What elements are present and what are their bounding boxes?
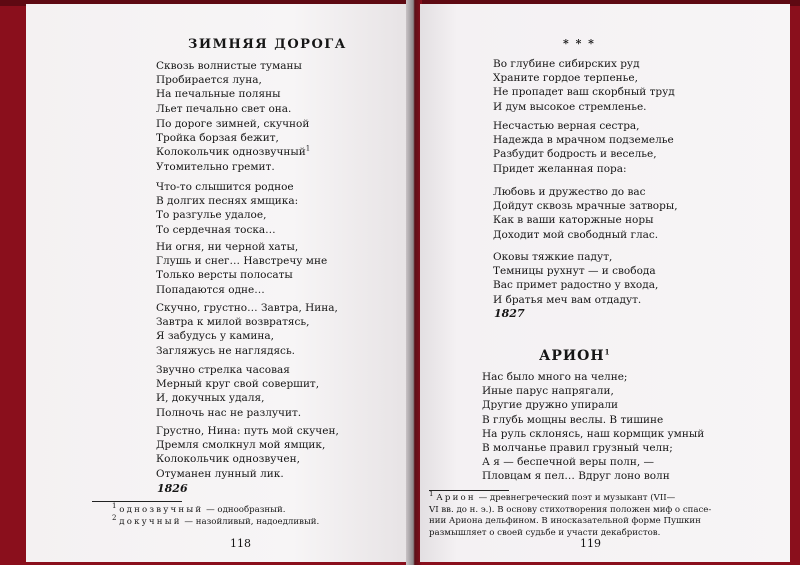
- verse-line: И братья меч вам отдадут.: [493, 293, 642, 306]
- verse-line: Пробирается луна,: [156, 74, 262, 87]
- stanza-3: [493, 185, 678, 242]
- footnote-mark: 1: [305, 144, 311, 153]
- verse-line: Полночь нас не разлучит.: [156, 406, 302, 419]
- page-number: 119: [580, 537, 601, 550]
- section-separator: * * *: [563, 37, 596, 50]
- verse-line: Нас было много на челне;: [482, 371, 628, 383]
- verse-line: Я забудусь у камина,: [156, 330, 274, 343]
- verse-line: Разбудит бодрость и веселье,: [493, 148, 657, 161]
- verse-line: Оковы тяжкие падут,: [493, 251, 613, 263]
- stanza-3: [156, 180, 298, 237]
- verse-line: Что-то слышится родное: [156, 181, 294, 193]
- verse-line: Колокольчик однозвучен,: [156, 453, 300, 466]
- left-page: [26, 4, 408, 562]
- verse-line: Любовь и дружество до вас: [493, 186, 646, 198]
- poem-title-arion: АРИОН$^1$: [539, 347, 611, 364]
- verse-line: Дремля смолкнул мой ямщик,: [156, 439, 326, 452]
- footnote-1: $^1$ однозвучный — однообразный.: [112, 502, 286, 515]
- verse-line: А я — беспечной веры полн, —: [482, 456, 655, 469]
- verse-line: То разгулье удалое,: [156, 209, 267, 222]
- verse-line: И дум высокое стремленье.: [493, 100, 647, 113]
- verse-line: Придет желанная пора:: [493, 162, 627, 175]
- verse-line: Сквозь волнистые туманы: [156, 60, 302, 72]
- verse-line: Дойдут сквозь мрачные затворы,: [493, 200, 678, 213]
- verse-line: По дороге зимней, скучной: [156, 118, 310, 130]
- stanza-4: [493, 250, 658, 307]
- footnote-rule: [429, 490, 509, 491]
- verse-line: Иные парус напрягали,: [482, 385, 614, 398]
- stanza-1: [493, 57, 675, 114]
- verse-line: Ни огня, ни черной хаты,: [156, 241, 299, 253]
- verse-line: Надежда в мрачном подземелье: [493, 134, 674, 147]
- arion-verse: [482, 370, 704, 484]
- verse-line: В молчанье правил грузный челн;: [482, 442, 673, 455]
- verse-line: В долгих песнях ямщика:: [156, 195, 299, 208]
- verse-line: Не пропадет ваш скорбный труд: [493, 86, 675, 99]
- footnote-mark: 1: [604, 347, 611, 357]
- verse-line: И, докучных удаля,: [156, 392, 265, 405]
- page-number: 118: [230, 537, 251, 550]
- verse-line: На печальные поляны: [156, 88, 281, 101]
- verse-line: Загляжусь не наглядясь.: [156, 344, 295, 357]
- stanza-7: [156, 424, 339, 481]
- verse-line: В глубь мощны веслы. В тишине: [482, 413, 664, 426]
- footnote-arion: $^1$ Арион — древнегреческий поэт и музыкант (VII— VI вв. до н. э.). В основу стихотворения положен миф о спасе- нии Ариона дельфином. В иносказательной форме Пушкин размышляет о своей судьбе и участи декабристов.: [429, 490, 712, 538]
- stanza-1: [156, 59, 302, 116]
- verse-line: Колокольчик однозвучный$^1$: [156, 144, 311, 159]
- verse-line: Скучно, грустно… Завтра, Нина,: [156, 302, 338, 314]
- verse-line: На руль склонясь, наш кормщик умный: [482, 427, 705, 440]
- stanza-2: [493, 119, 674, 176]
- verse-line: Попадаются одне…: [156, 283, 265, 296]
- verse-line: Мерный круг свой совершит,: [156, 378, 320, 391]
- verse-line: Тройка борзая бежит,: [156, 132, 279, 145]
- verse-line: Льет печально свет она.: [156, 102, 292, 115]
- poem-year: 1826: [157, 482, 188, 495]
- verse-line: То сердечная тоска…: [156, 223, 276, 236]
- verse-line: Утомительно гремит.: [156, 160, 275, 173]
- verse-line: Грустно, Нина: путь мой скучен,: [156, 425, 339, 437]
- right-page: [420, 4, 790, 562]
- stanza-2: [156, 117, 310, 174]
- verse-line: Пловцам я пел… Вдруг лоно волн: [482, 470, 670, 483]
- footnote-rule: [92, 501, 182, 502]
- verse-line: Отуманен лунный лик.: [156, 467, 284, 480]
- verse-line: Другие дружно упирали: [482, 399, 618, 412]
- verse-line: Только версты полосаты: [156, 269, 293, 282]
- verse-line: Звучно стрелка часовая: [156, 364, 290, 376]
- verse-line: Во глубине сибирских руд: [493, 58, 640, 70]
- verse-line: Как в ваши каторжные норы: [493, 214, 654, 227]
- poem-year: 1827: [494, 307, 525, 320]
- verse-line: Несчастью верная сестра,: [493, 120, 640, 132]
- verse-line: Завтра к милой возвратясь,: [156, 316, 310, 329]
- verse-line: Темницы рухнут — и свобода: [493, 265, 656, 278]
- stanza-5: [156, 301, 338, 358]
- verse-line: Вас примет радостно у входа,: [493, 279, 659, 292]
- poem-title-winter-road: ЗИМНЯЯ ДОРОГА: [188, 37, 347, 52]
- stanza-6: [156, 363, 319, 420]
- verse-line: Доходит мой свободный глас.: [493, 228, 659, 241]
- verse-line: Храните гордое терпенье,: [493, 72, 638, 85]
- verse-line: Глушь и снег… Навстречу мне: [156, 255, 328, 268]
- stanza-4: [156, 240, 327, 297]
- footnote-2: $^2$ докучный — назойливый, надоедливый.: [112, 514, 320, 527]
